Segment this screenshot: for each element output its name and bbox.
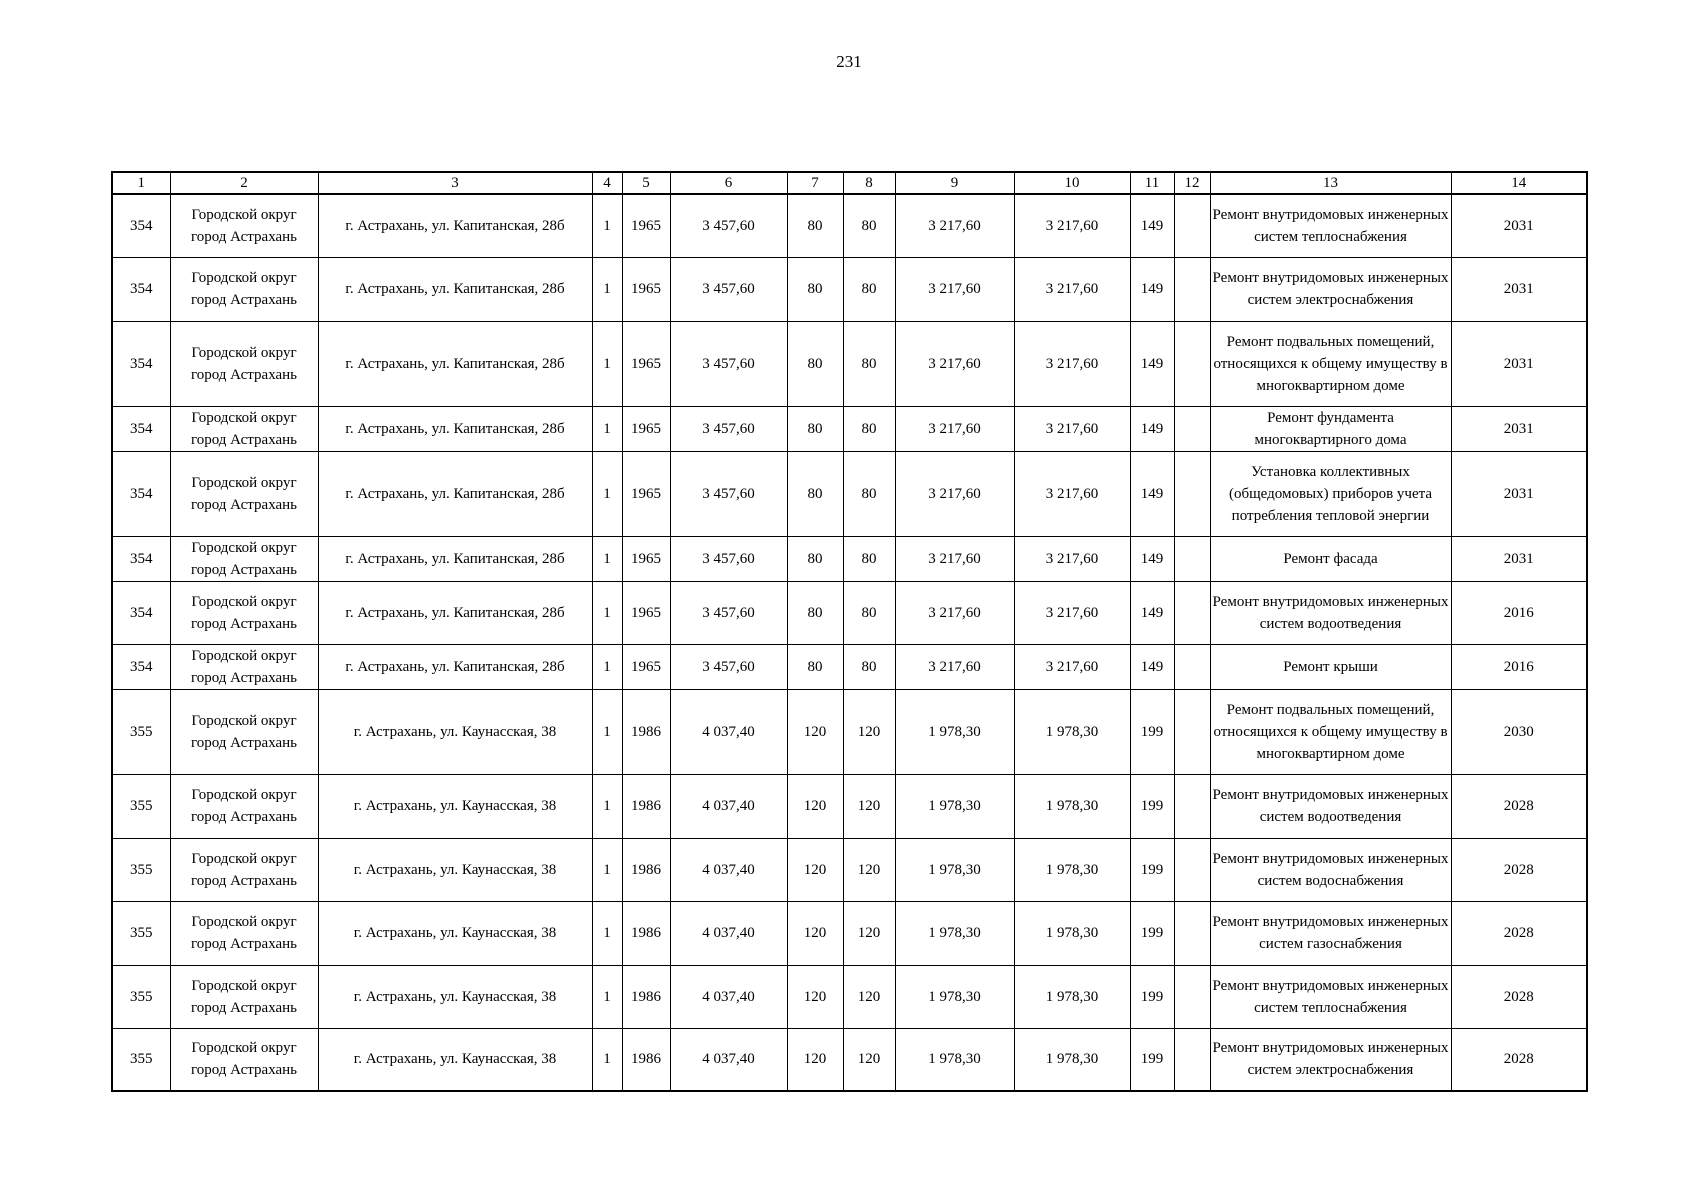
area-col-7-cell: 80 (787, 321, 843, 406)
page-number: 231 (836, 52, 862, 71)
municipality-cell: Городской округ город Астрахань (170, 838, 318, 901)
year-built-cell: 1986 (622, 689, 670, 774)
area-col-8-cell: 80 (843, 451, 895, 536)
area-col-10-cell: 3 217,60 (1014, 644, 1130, 689)
total-area-cell: 3 457,60 (670, 451, 787, 536)
area-col-9-cell: 1 978,30 (895, 901, 1014, 965)
residents-count-cell: 149 (1130, 451, 1174, 536)
column-header: 9 (895, 172, 1014, 194)
area-col-7-cell: 80 (787, 406, 843, 451)
work-type-cell: Ремонт внутридомовых инженерных систем водоотведения (1210, 581, 1451, 644)
table-row (112, 194, 1587, 257)
col-12-cell (1174, 965, 1210, 1028)
total-area-cell: 3 457,60 (670, 321, 787, 406)
address-cell: г. Астрахань, ул. Капитанская, 28б (318, 644, 592, 689)
year-built-cell: 1986 (622, 965, 670, 1028)
area-col-8-cell: 80 (843, 321, 895, 406)
area-col-9-cell: 3 217,60 (895, 644, 1014, 689)
row-number-cell: 355 (112, 689, 170, 774)
table-row (112, 536, 1587, 581)
area-col-10-cell: 3 217,60 (1014, 536, 1130, 581)
planned-year-cell: 2016 (1451, 644, 1587, 689)
year-built-cell: 1965 (622, 581, 670, 644)
table-row (112, 644, 1587, 689)
year-built-cell: 1986 (622, 901, 670, 965)
address-cell: г. Астрахань, ул. Капитанская, 28б (318, 581, 592, 644)
table-row (112, 581, 1587, 644)
area-col-8-cell: 120 (843, 965, 895, 1028)
building-count-cell: 1 (592, 321, 622, 406)
address-cell: г. Астрахань, ул. Каунасская, 38 (318, 901, 592, 965)
area-col-7-cell: 120 (787, 965, 843, 1028)
total-area-cell: 3 457,60 (670, 257, 787, 321)
area-col-8-cell: 80 (843, 536, 895, 581)
area-col-7-cell: 120 (787, 1028, 843, 1091)
municipality-cell: Городской округ город Астрахань (170, 194, 318, 257)
building-count-cell: 1 (592, 838, 622, 901)
column-header: 10 (1014, 172, 1130, 194)
building-count-cell: 1 (592, 406, 622, 451)
col-12-cell (1174, 406, 1210, 451)
building-count-cell: 1 (592, 581, 622, 644)
table-body (112, 194, 1587, 1091)
area-col-10-cell: 3 217,60 (1014, 194, 1130, 257)
work-type-cell: Ремонт подвальных помещений, относящихся к общему имуществу в многоквартирном доме (1210, 689, 1451, 774)
column-header: 2 (170, 172, 318, 194)
col-12-cell (1174, 451, 1210, 536)
column-header: 4 (592, 172, 622, 194)
area-col-9-cell: 1 978,30 (895, 774, 1014, 838)
area-col-8-cell: 80 (843, 581, 895, 644)
col-12-cell (1174, 838, 1210, 901)
building-count-cell: 1 (592, 194, 622, 257)
total-area-cell: 3 457,60 (670, 644, 787, 689)
municipality-cell: Городской округ город Астрахань (170, 581, 318, 644)
area-col-9-cell: 1 978,30 (895, 689, 1014, 774)
col-12-cell (1174, 321, 1210, 406)
residents-count-cell: 199 (1130, 774, 1174, 838)
year-built-cell: 1965 (622, 644, 670, 689)
building-count-cell: 1 (592, 1028, 622, 1091)
area-col-10-cell: 1 978,30 (1014, 774, 1130, 838)
address-cell: г. Астрахань, ул. Капитанская, 28б (318, 321, 592, 406)
residents-count-cell: 199 (1130, 1028, 1174, 1091)
row-number-cell: 354 (112, 451, 170, 536)
planned-year-cell: 2031 (1451, 257, 1587, 321)
address-cell: г. Астрахань, ул. Каунасская, 38 (318, 689, 592, 774)
municipality-cell: Городской округ город Астрахань (170, 257, 318, 321)
area-col-7-cell: 80 (787, 194, 843, 257)
residents-count-cell: 149 (1130, 194, 1174, 257)
row-number-cell: 355 (112, 774, 170, 838)
table-row (112, 901, 1587, 965)
work-type-cell: Ремонт подвальных помещений, относящихся к общему имуществу в многоквартирном доме (1210, 321, 1451, 406)
total-area-cell: 4 037,40 (670, 965, 787, 1028)
table-row (112, 321, 1587, 406)
area-col-7-cell: 120 (787, 689, 843, 774)
municipality-cell: Городской округ город Астрахань (170, 406, 318, 451)
planned-year-cell: 2028 (1451, 1028, 1587, 1091)
column-header: 11 (1130, 172, 1174, 194)
capital-repair-table (111, 171, 1588, 1092)
column-header: 5 (622, 172, 670, 194)
address-cell: г. Астрахань, ул. Капитанская, 28б (318, 406, 592, 451)
year-built-cell: 1965 (622, 257, 670, 321)
planned-year-cell: 2031 (1451, 194, 1587, 257)
col-12-cell (1174, 536, 1210, 581)
table-row (112, 451, 1587, 536)
building-count-cell: 1 (592, 644, 622, 689)
address-cell: г. Астрахань, ул. Капитанская, 28б (318, 451, 592, 536)
residents-count-cell: 149 (1130, 321, 1174, 406)
planned-year-cell: 2031 (1451, 321, 1587, 406)
column-header: 3 (318, 172, 592, 194)
work-type-cell: Ремонт внутридомовых инженерных систем водоотведения (1210, 774, 1451, 838)
area-col-7-cell: 120 (787, 838, 843, 901)
total-area-cell: 4 037,40 (670, 689, 787, 774)
row-number-cell: 354 (112, 644, 170, 689)
work-type-cell: Установка коллективных (общедомовых) приборов учета потребления тепловой энергии (1210, 451, 1451, 536)
area-col-8-cell: 120 (843, 689, 895, 774)
year-built-cell: 1965 (622, 194, 670, 257)
area-col-8-cell: 120 (843, 901, 895, 965)
col-12-cell (1174, 689, 1210, 774)
area-col-9-cell: 1 978,30 (895, 838, 1014, 901)
planned-year-cell: 2028 (1451, 774, 1587, 838)
work-type-cell: Ремонт внутридомовых инженерных систем теплоснабжения (1210, 194, 1451, 257)
column-header: 7 (787, 172, 843, 194)
table-row (112, 774, 1587, 838)
table-row (112, 689, 1587, 774)
total-area-cell: 3 457,60 (670, 194, 787, 257)
column-header: 13 (1210, 172, 1451, 194)
header-row (112, 172, 1587, 194)
residents-count-cell: 149 (1130, 406, 1174, 451)
municipality-cell: Городской округ город Астрахань (170, 536, 318, 581)
municipality-cell: Городской округ город Астрахань (170, 901, 318, 965)
col-12-cell (1174, 1028, 1210, 1091)
residents-count-cell: 149 (1130, 581, 1174, 644)
planned-year-cell: 2031 (1451, 451, 1587, 536)
planned-year-cell: 2016 (1451, 581, 1587, 644)
area-col-9-cell: 3 217,60 (895, 451, 1014, 536)
municipality-cell: Городской округ город Астрахань (170, 689, 318, 774)
area-col-7-cell: 80 (787, 644, 843, 689)
municipality-cell: Городской округ город Астрахань (170, 451, 318, 536)
table-row (112, 965, 1587, 1028)
area-col-7-cell: 80 (787, 451, 843, 536)
area-col-8-cell: 80 (843, 257, 895, 321)
residents-count-cell: 149 (1130, 257, 1174, 321)
col-12-cell (1174, 581, 1210, 644)
total-area-cell: 3 457,60 (670, 581, 787, 644)
residents-count-cell: 199 (1130, 901, 1174, 965)
row-number-cell: 354 (112, 536, 170, 581)
row-number-cell: 354 (112, 194, 170, 257)
area-col-10-cell: 1 978,30 (1014, 689, 1130, 774)
municipality-cell: Городской округ город Астрахань (170, 644, 318, 689)
area-col-9-cell: 3 217,60 (895, 536, 1014, 581)
year-built-cell: 1965 (622, 451, 670, 536)
area-col-7-cell: 120 (787, 901, 843, 965)
year-built-cell: 1986 (622, 774, 670, 838)
total-area-cell: 4 037,40 (670, 1028, 787, 1091)
residents-count-cell: 149 (1130, 536, 1174, 581)
work-type-cell: Ремонт внутридомовых инженерных систем электроснабжения (1210, 257, 1451, 321)
area-col-9-cell: 1 978,30 (895, 965, 1014, 1028)
residents-count-cell: 199 (1130, 689, 1174, 774)
planned-year-cell: 2028 (1451, 901, 1587, 965)
area-col-9-cell: 3 217,60 (895, 406, 1014, 451)
area-col-10-cell: 3 217,60 (1014, 451, 1130, 536)
area-col-10-cell: 1 978,30 (1014, 838, 1130, 901)
total-area-cell: 4 037,40 (670, 901, 787, 965)
area-col-7-cell: 80 (787, 257, 843, 321)
work-type-cell: Ремонт фундамента многоквартирного дома (1210, 406, 1451, 451)
work-type-cell: Ремонт крыши (1210, 644, 1451, 689)
residents-count-cell: 199 (1130, 965, 1174, 1028)
table-row (112, 406, 1587, 451)
area-col-8-cell: 80 (843, 406, 895, 451)
municipality-cell: Городской округ город Астрахань (170, 321, 318, 406)
building-count-cell: 1 (592, 965, 622, 1028)
work-type-cell: Ремонт внутридомовых инженерных систем водоснабжения (1210, 838, 1451, 901)
address-cell: г. Астрахань, ул. Капитанская, 28б (318, 257, 592, 321)
col-12-cell (1174, 194, 1210, 257)
table-row (112, 257, 1587, 321)
row-number-cell: 354 (112, 321, 170, 406)
area-col-10-cell: 1 978,30 (1014, 1028, 1130, 1091)
area-col-9-cell: 3 217,60 (895, 581, 1014, 644)
total-area-cell: 3 457,60 (670, 406, 787, 451)
col-12-cell (1174, 644, 1210, 689)
row-number-cell: 354 (112, 406, 170, 451)
column-header: 8 (843, 172, 895, 194)
area-col-8-cell: 120 (843, 838, 895, 901)
area-col-7-cell: 80 (787, 536, 843, 581)
address-cell: г. Астрахань, ул. Каунасская, 38 (318, 1028, 592, 1091)
table-row (112, 838, 1587, 901)
col-12-cell (1174, 774, 1210, 838)
address-cell: г. Астрахань, ул. Каунасская, 38 (318, 965, 592, 1028)
col-12-cell (1174, 901, 1210, 965)
total-area-cell: 4 037,40 (670, 774, 787, 838)
area-col-10-cell: 1 978,30 (1014, 965, 1130, 1028)
year-built-cell: 1965 (622, 536, 670, 581)
row-number-cell: 354 (112, 257, 170, 321)
area-col-9-cell: 1 978,30 (895, 1028, 1014, 1091)
planned-year-cell: 2028 (1451, 965, 1587, 1028)
building-count-cell: 1 (592, 689, 622, 774)
area-col-10-cell: 3 217,60 (1014, 321, 1130, 406)
area-col-10-cell: 3 217,60 (1014, 581, 1130, 644)
planned-year-cell: 2030 (1451, 689, 1587, 774)
work-type-cell: Ремонт внутридомовых инженерных систем газоснабжения (1210, 901, 1451, 965)
area-col-10-cell: 3 217,60 (1014, 406, 1130, 451)
area-col-7-cell: 120 (787, 774, 843, 838)
residents-count-cell: 199 (1130, 838, 1174, 901)
column-header: 6 (670, 172, 787, 194)
row-number-cell: 355 (112, 1028, 170, 1091)
year-built-cell: 1965 (622, 406, 670, 451)
building-count-cell: 1 (592, 774, 622, 838)
work-type-cell: Ремонт внутридомовых инженерных систем теплоснабжения (1210, 965, 1451, 1028)
planned-year-cell: 2031 (1451, 406, 1587, 451)
municipality-cell: Городской округ город Астрахань (170, 965, 318, 1028)
table-row (112, 1028, 1587, 1091)
work-type-cell: Ремонт внутридомовых инженерных систем электроснабжения (1210, 1028, 1451, 1091)
address-cell: г. Астрахань, ул. Каунасская, 38 (318, 774, 592, 838)
row-number-cell: 355 (112, 965, 170, 1028)
building-count-cell: 1 (592, 901, 622, 965)
total-area-cell: 4 037,40 (670, 838, 787, 901)
area-col-9-cell: 3 217,60 (895, 321, 1014, 406)
planned-year-cell: 2028 (1451, 838, 1587, 901)
area-col-10-cell: 1 978,30 (1014, 901, 1130, 965)
area-col-10-cell: 3 217,60 (1014, 257, 1130, 321)
area-col-8-cell: 80 (843, 644, 895, 689)
residents-count-cell: 149 (1130, 644, 1174, 689)
year-built-cell: 1986 (622, 838, 670, 901)
col-12-cell (1174, 257, 1210, 321)
area-col-8-cell: 120 (843, 1028, 895, 1091)
address-cell: г. Астрахань, ул. Капитанская, 28б (318, 194, 592, 257)
building-count-cell: 1 (592, 451, 622, 536)
year-built-cell: 1986 (622, 1028, 670, 1091)
municipality-cell: Городской округ город Астрахань (170, 1028, 318, 1091)
area-col-8-cell: 80 (843, 194, 895, 257)
row-number-cell: 355 (112, 838, 170, 901)
building-count-cell: 1 (592, 257, 622, 321)
total-area-cell: 3 457,60 (670, 536, 787, 581)
area-col-7-cell: 80 (787, 581, 843, 644)
area-col-8-cell: 120 (843, 774, 895, 838)
address-cell: г. Астрахань, ул. Каунасская, 38 (318, 838, 592, 901)
building-count-cell: 1 (592, 536, 622, 581)
column-header: 1 (112, 172, 170, 194)
column-header: 14 (1451, 172, 1587, 194)
row-number-cell: 355 (112, 901, 170, 965)
planned-year-cell: 2031 (1451, 536, 1587, 581)
year-built-cell: 1965 (622, 321, 670, 406)
row-number-cell: 354 (112, 581, 170, 644)
address-cell: г. Астрахань, ул. Капитанская, 28б (318, 536, 592, 581)
work-type-cell: Ремонт фасада (1210, 536, 1451, 581)
area-col-9-cell: 3 217,60 (895, 194, 1014, 257)
municipality-cell: Городской округ город Астрахань (170, 774, 318, 838)
area-col-9-cell: 3 217,60 (895, 257, 1014, 321)
column-header: 12 (1174, 172, 1210, 194)
